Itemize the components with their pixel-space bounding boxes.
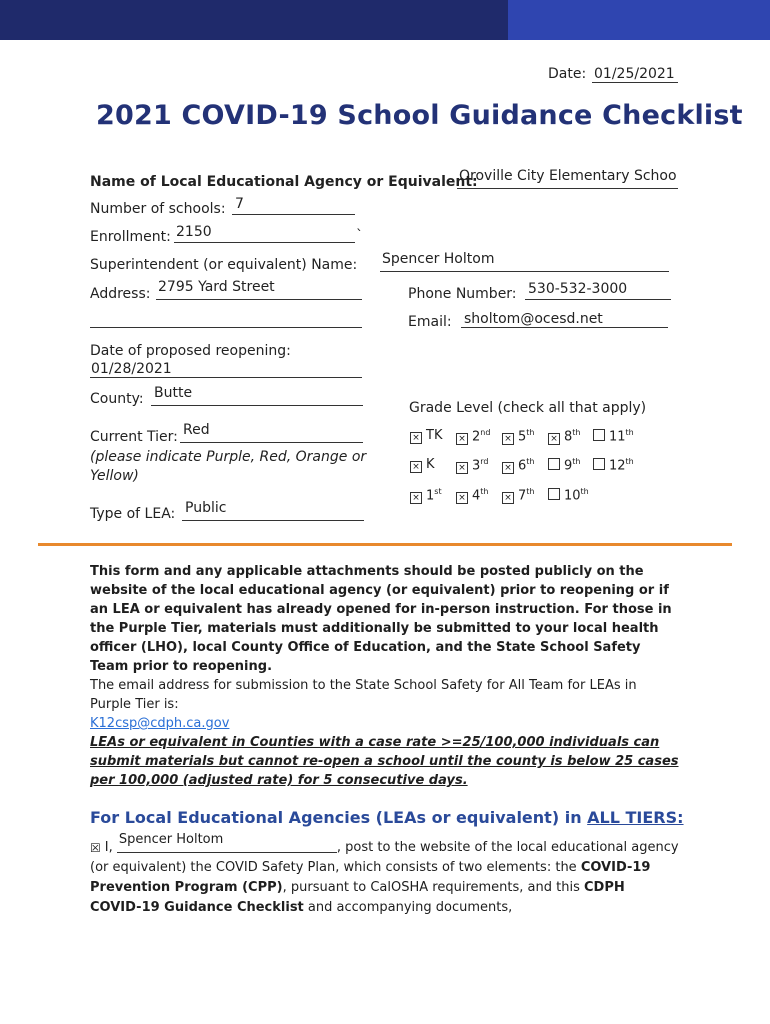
address-line2[interactable] (90, 327, 362, 328)
enrollment-mark: ` (356, 228, 363, 244)
lea-type-label: Type of LEA: (90, 506, 176, 522)
pledge-prefix: I, (104, 840, 113, 855)
grade-option-1[interactable] (410, 487, 442, 504)
grade-suffix-11: th (625, 428, 634, 437)
pledge-text-2: , pursuant to CalOSHA requirements, and this (282, 880, 584, 895)
grade-label-7: 7 (518, 488, 527, 504)
grade-label-10: 10 (564, 488, 581, 504)
grade-suffix-5: th (526, 428, 535, 437)
grade-option-11[interactable] (593, 428, 634, 444)
phone-label: Phone Number: (408, 286, 517, 302)
grade-checkbox-k[interactable]: × (410, 461, 422, 473)
email-label: Email: (408, 314, 452, 330)
grade-suffix-6: th (526, 457, 535, 466)
grade-label-9: 9 (564, 458, 573, 474)
grade-suffix-7: th (526, 487, 535, 496)
lea-field[interactable]: Oroville City Elementary Schoo (459, 168, 677, 184)
submission-email-link[interactable]: K12csp@cdph.ca.gov (90, 716, 230, 731)
lea-type-underline (182, 520, 364, 521)
date-value[interactable]: 01/25/2021 (594, 66, 675, 82)
grade-option-10[interactable] (548, 487, 589, 503)
notice-email-text: The email address for submission to the State School Safety for All Team for LEAs in Purple Tier is: (90, 678, 637, 712)
all-tiers-heading (90, 808, 684, 827)
grade-checkbox-12[interactable] (593, 458, 605, 470)
grade-suffix-8: th (572, 428, 581, 437)
top-banner-accent (508, 0, 770, 40)
pledge-text-1: , post to the website of the local educational agency (or equivalent) the COVID Safety Plan, which consists of two elements: the (90, 840, 679, 875)
tier-underline (180, 442, 363, 443)
all-tiers-heading-text: For Local Educational Agencies (LEAs or equivalent) in (90, 808, 588, 827)
superintendent-label: Superintendent (or equivalent) Name: (90, 257, 358, 273)
reopen-field[interactable]: 01/28/2021 (91, 361, 172, 377)
grade-label-2: 2 (472, 429, 481, 445)
tier-hint: (please indicate Purple, Red, Orange or Yellow) (90, 449, 367, 484)
grade-option-8[interactable] (548, 428, 581, 445)
grade-option-4[interactable] (456, 487, 489, 504)
grade-label-1: 1 (426, 488, 435, 504)
pledge-bold-1: COVID-19 Prevention Program (CPP) (90, 860, 651, 895)
pledge-paragraph (90, 832, 680, 918)
grade-label-k: K (426, 457, 435, 472)
all-tiers-heading-underlined: ALL TIERS: (587, 808, 684, 827)
grade-level-label: Grade Level (check all that apply) (409, 400, 647, 416)
grade-option-3[interactable] (456, 457, 489, 474)
pledge-bold-2: CDPH COVID-19 Guidance Checklist (90, 880, 625, 915)
grade-checkbox-1[interactable]: × (410, 492, 422, 504)
lea-underline (457, 188, 678, 189)
grade-suffix-9: th (572, 457, 581, 466)
grade-checkbox-8[interactable]: × (548, 433, 560, 445)
enrollment-field[interactable]: 2150 (176, 224, 212, 240)
reopen-label: Date of proposed reopening: (90, 343, 291, 359)
tier-field[interactable]: Red (183, 422, 210, 438)
grade-label-3: 3 (472, 458, 481, 474)
county-label: County: (90, 391, 144, 407)
pledge-checkbox[interactable]: ☒ (90, 841, 101, 855)
grade-label-6: 6 (518, 458, 527, 474)
grade-suffix-4: th (480, 487, 489, 496)
grade-suffix-10: th (580, 487, 589, 496)
notice-warning-text: LEAs or equivalent in Counties with a case rate >=25/100,000 individuals can submit materials but cannot re-open a school until the county is below 25 cases per 100,000 (adjusted rate) for 5 consecutive days. (90, 735, 679, 788)
date-label: Date: (548, 66, 587, 82)
phone-field[interactable]: 530-532-3000 (528, 281, 628, 297)
schools-label: Number of schools: (90, 201, 226, 217)
grade-option-2[interactable] (456, 428, 490, 445)
email-underline (461, 327, 668, 328)
lea-type-field[interactable]: Public (185, 500, 227, 516)
pledge-name-value: Spencer Holtom (118, 832, 224, 847)
grade-checkbox-5[interactable]: × (502, 433, 514, 445)
grade-option-k[interactable] (410, 457, 435, 473)
address-underline (156, 299, 362, 300)
grade-checkbox-9[interactable] (548, 458, 560, 470)
grade-label-4: 4 (472, 488, 481, 504)
phone-underline (525, 299, 671, 300)
schools-underline (232, 214, 355, 215)
grade-suffix-2: nd (480, 428, 491, 437)
grade-label-12: 12 (609, 458, 626, 474)
notice-bold-text: This form and any applicable attachments should be posted publicly on the website of the local educational agency (or equivalent) prior to reopening or if an LEA or equivalent has already opened for in-person instruction. For those in the Purple Tier, materials must additionally be submitted to your local health officer (LHO), local County Office of Education, and the State School Safety Team prior to reopening. (90, 564, 672, 674)
address-label: Address: (90, 286, 151, 302)
county-field[interactable]: Butte (154, 385, 193, 401)
enrollment-underline (174, 242, 355, 243)
grade-checkbox-7[interactable]: × (502, 492, 514, 504)
grade-option-9[interactable] (548, 457, 581, 473)
grade-checkbox-tk[interactable]: × (410, 432, 422, 444)
grade-option-12[interactable] (593, 457, 634, 473)
top-banner (0, 0, 770, 40)
lea-label: Name of Local Educational Agency or Equivalent: (90, 174, 478, 190)
grade-label-11: 11 (609, 429, 626, 445)
pledge-name-field[interactable] (117, 832, 337, 853)
grade-suffix-1: st (434, 487, 442, 496)
page-title: 2021 COVID-19 School Guidance Checklist (96, 100, 743, 131)
tier-label: Current Tier: (90, 429, 178, 445)
grade-option-6[interactable] (502, 457, 535, 474)
address-field[interactable]: 2795 Yard Street (158, 279, 275, 295)
grade-checkbox-3[interactable]: × (456, 462, 468, 474)
grade-label-8: 8 (564, 429, 573, 445)
grade-suffix-12: th (625, 457, 634, 466)
section-divider (38, 543, 732, 546)
schools-field[interactable]: 7 (235, 196, 244, 212)
grade-option-7[interactable] (502, 487, 535, 504)
county-underline (151, 405, 363, 406)
email-field[interactable]: sholtom@ocesd.net (464, 311, 603, 327)
grade-checkbox-11[interactable] (593, 429, 605, 441)
grade-checkbox-4[interactable]: × (456, 492, 468, 504)
pledge-text-3: and accompanying documents, (303, 900, 513, 915)
reopen-underline (90, 377, 362, 378)
date-underline (592, 82, 678, 83)
grade-label-tk: TK (426, 428, 443, 443)
grade-option-5[interactable] (502, 428, 535, 445)
grade-option-tk[interactable] (410, 428, 442, 444)
grade-checkbox-6[interactable]: × (502, 462, 514, 474)
superintendent-field[interactable]: Spencer Holtom (382, 251, 495, 267)
grade-suffix-3: rd (480, 457, 489, 466)
grade-label-5: 5 (518, 429, 527, 445)
enrollment-label: Enrollment: (90, 229, 171, 245)
grade-checkbox-10[interactable] (548, 488, 560, 500)
superintendent-underline (380, 271, 669, 272)
grade-checkbox-2[interactable]: × (456, 433, 468, 445)
